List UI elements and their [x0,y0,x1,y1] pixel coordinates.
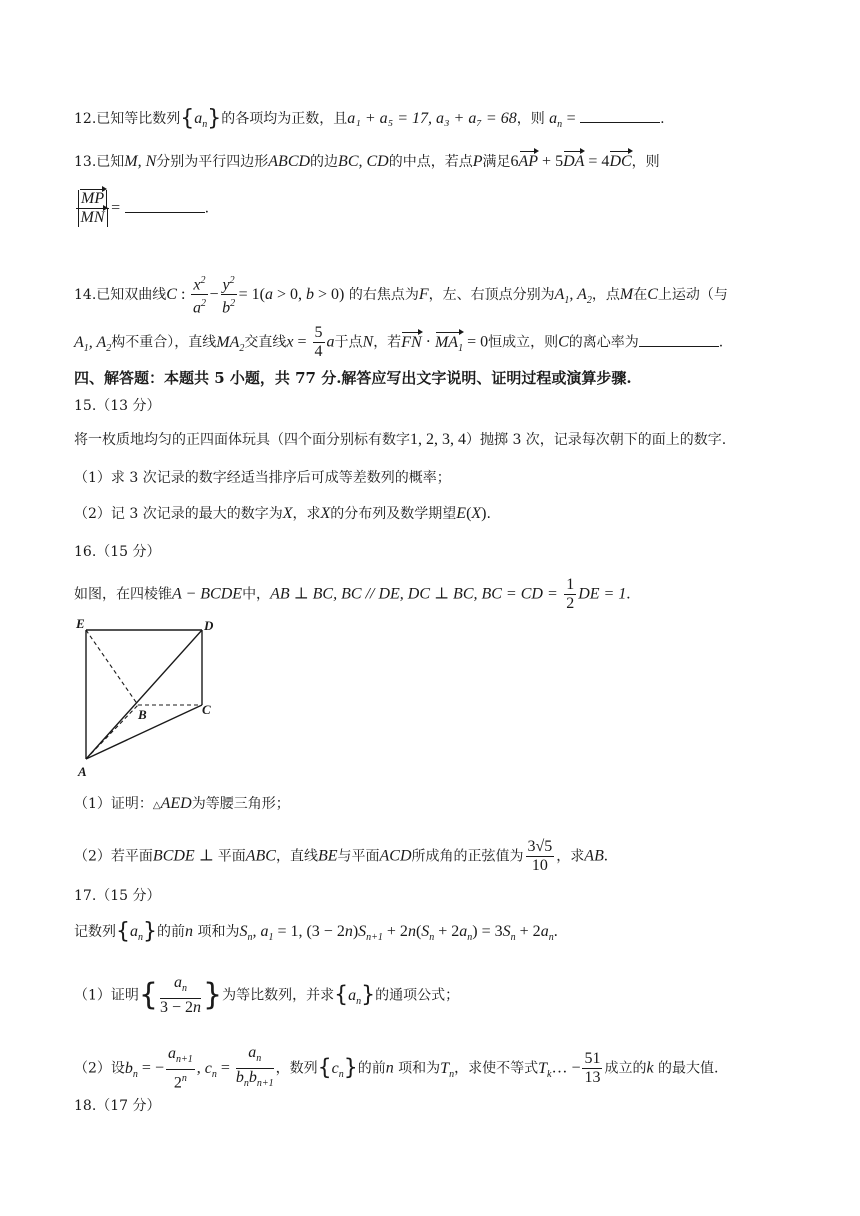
q15-p2-text-1: （2）记 3 次记录的最大的数字为 [74,506,283,522]
q16-p2-text-3: ，直线 [275,848,318,865]
q14-text-7: 构不重合），直线 [111,334,217,351]
q13-ratio-fraction: $\frac{MP}{MN}$ [76,190,109,227]
q14-line-2: $A_1$, $A_2$构不重合），直线$MA_2$交直线x = $\frac{5}{4}$ a于点N，若FN · $MA_1 = 0$恒成立，则C的离心率为 . [74,324,724,360]
pyramid-figure [74,614,224,784]
q13-ratio-line: $\frac{MP}{MN}$ = . [74,190,209,227]
q16-condition: AB ⊥ BC, BC // DE, DC ⊥ BC, BC = CD = [270,585,558,603]
q17-stem: 记数列$\{a_n\}$的前n 项和为$S_n$, $a_1 = 1$, $(3 - 2n)S_{n+1} + 2n(S_n + 2a_n) = 3S_n + 2a_n$. [74,919,558,944]
label-c: C [202,702,211,717]
q17-stem-text-3: 项和为 [197,924,240,940]
q17-p2-text-2: ，数列 [275,1060,318,1077]
label-a: A [78,764,87,779]
q12-condition: a₁ + a₅ = 17, a₃ + a₇ = 68 [347,110,517,127]
q15-stem-text-2: ）抛掷 3 次，记录每次朝下的面上的数字. [466,432,727,448]
q15-stem-numbers: 1, 2, 3, 4 [410,431,466,448]
edge-ad [86,630,202,759]
q17-stem-text-1: 记数列 [74,924,116,940]
q13-line: 13.已知M, N分别为平行四边形ABCD的边BC, CD的中点，若点P满足6AP + 5DA = 4DC，则 [74,153,660,170]
q13-number: 13. [74,154,97,170]
q16-heading: 16.（15 分） [74,544,161,560]
q14-answer-blank[interactable] [639,332,719,347]
q12-line: 12.已知等比数列$\{a_n\}$的各项均为正数，且a₁ + a₅ = 17, a₃ + a₇ = 68，则 $a_n$ = . [74,106,665,131]
q14-number: 14. [74,286,97,303]
q16-p2-text-5: 所成角的正弦值为 [411,848,524,865]
q17-p2-text-1: （2）设 [74,1060,125,1077]
q17-p1-text-1: （1）证明 [74,987,139,1004]
q13-text-3: 的边 [310,154,339,170]
q17-p2-text-4: 项和为 [398,1060,441,1077]
edge-eb-hidden [86,630,138,705]
q13-text-2: 分别为平行四边形 [156,154,269,170]
label-e: E [76,616,85,631]
q17-p1-text-2: 为等比数列，并求 [222,987,335,1004]
q16-p1-text-2: 为等腰三角形； [191,796,290,812]
q15-heading: 15.（13 分） [74,398,161,414]
q14-text-11: 恒成立，则 [488,334,559,351]
q18-heading: 18.（17 分） [74,1098,161,1114]
q15-stem [74,430,726,450]
q13-text-4: 的中点，若点 [388,154,473,170]
q14-text-2: 的右焦点为 [348,286,419,303]
q17-p2-text-5: ，求使不等式 [454,1060,539,1077]
q17-p1-text-3: 的通项公式； [375,987,460,1004]
q17-part-1: （1）证明{ $\frac{a_n}{3 - 2n}$ }为等比数列，并求$\{a_n\}$的通项公式； [74,974,460,1017]
q16-stem-text-2: 中， [242,586,271,603]
q14-text-9: 于点 [334,334,363,351]
q16-condition-2: DE = 1 [578,585,627,603]
q16-p2-text-4: 与平面 [337,848,380,865]
q12-text-1: 已知等比数列 [96,111,181,127]
q14-end: . [718,334,724,351]
q16-part-2: （2）若平面BCDE ⊥ 平面ABC，直线BE与平面ACD所成角的正弦值为 $\frac{3√5}{10}$ ，求AB. [74,838,608,874]
q15-part-2: （2）记 3 次记录的最大的数字为X，求X的分布列及数学期望E(X). [74,505,491,522]
q13-text-1: 已知 [96,154,125,170]
q16-p2-text-2: 平面 [217,848,246,865]
q17-p2-text-6: 成立的 [604,1060,647,1077]
q12-text-3: ，则 [516,111,545,127]
q14-text-6: 上运动（与 [657,286,728,303]
q17-part-2: （2）设$b_n$ = − $\frac{a_{n+1}}{2^n}$ , $c_n$ = $\frac{a_n}{b_nb_{n+1}}$ ，数列$\{c_n\}$的前n 项和为$T_n$，求使不等式$T_k\dots$ − $\frac{51}{13}$ 成立的k 的最大值. [74,1044,719,1092]
q14-text-12: 的离心率为 [568,334,639,351]
q15-p2-text-3: 的分布列及数学期望 [330,506,457,522]
section-4-heading: 四、解答题：本题共 5 小题，共 77 分.解答应写出文字说明、证明过程或演算步骤. [74,369,632,387]
q14-text-8: 交直线 [244,334,287,351]
q16-stem: 如图，在四棱锥A − BCDE中，AB ⊥ BC, BC // DE, DC ⊥ BC, BC = CD = $\frac{1}{2}$ DE = 1. [74,576,631,612]
q14-text-1: 已知双曲线 [96,286,167,303]
q13-text-6: ，则 [631,154,660,170]
q13-end: . [204,200,210,217]
q15-stem-text: 将一枚质地均匀的正四面体玩具（四个面分别标有数字 [74,432,410,448]
q16-p2-text-1: （2）若平面 [74,848,153,865]
label-b: B [138,707,147,722]
q14-line-1: 14.已知双曲线C : $\frac{x^2}{a^2}$ − $\frac{y^2}{b^2}$ = 1(a > 0, b > 0) 的右焦点为F，左、右顶点分别为$A_1$, $A_2$，点M在C上运动（与 [74,272,728,318]
q15-p2-text-2: ，求 [292,506,321,522]
label-d: D [204,618,214,633]
q13-text-5: 满足 [482,154,511,170]
q15-part-1: （1）求 3 次记录的数字经适当排序后可成等差数列的概率； [74,470,451,486]
q12-end: . [660,111,665,127]
q16-stem-text-1: 如图，在四棱锥 [74,586,172,603]
q12-number: 12. [74,111,97,127]
q12-text-2: 的各项均为正数，且 [221,111,348,127]
q17-heading: 17.（15 分） [74,888,161,904]
q14-text-4: ，点 [591,286,620,303]
q16-p1-text-1: （1）证明： [74,796,153,812]
q14-text-10: ，若 [373,334,402,351]
q15-p2-end: . [486,506,491,522]
q17-p2-text-7: 的最大值. [658,1060,719,1077]
q14-text-5: 在 [633,286,648,303]
q14-text-3: ，左、右顶点分别为 [428,286,555,303]
q17-p2-text-3: 的前 [357,1060,386,1077]
q16-part-1: （1）证明：△AED为等腰三角形； [74,795,290,812]
q12-answer-blank[interactable] [580,108,660,123]
q13-answer-blank[interactable] [125,198,205,213]
q16-p2-text-6: ，求 [556,848,585,865]
q17-stem-text-2: 的前 [157,924,185,940]
